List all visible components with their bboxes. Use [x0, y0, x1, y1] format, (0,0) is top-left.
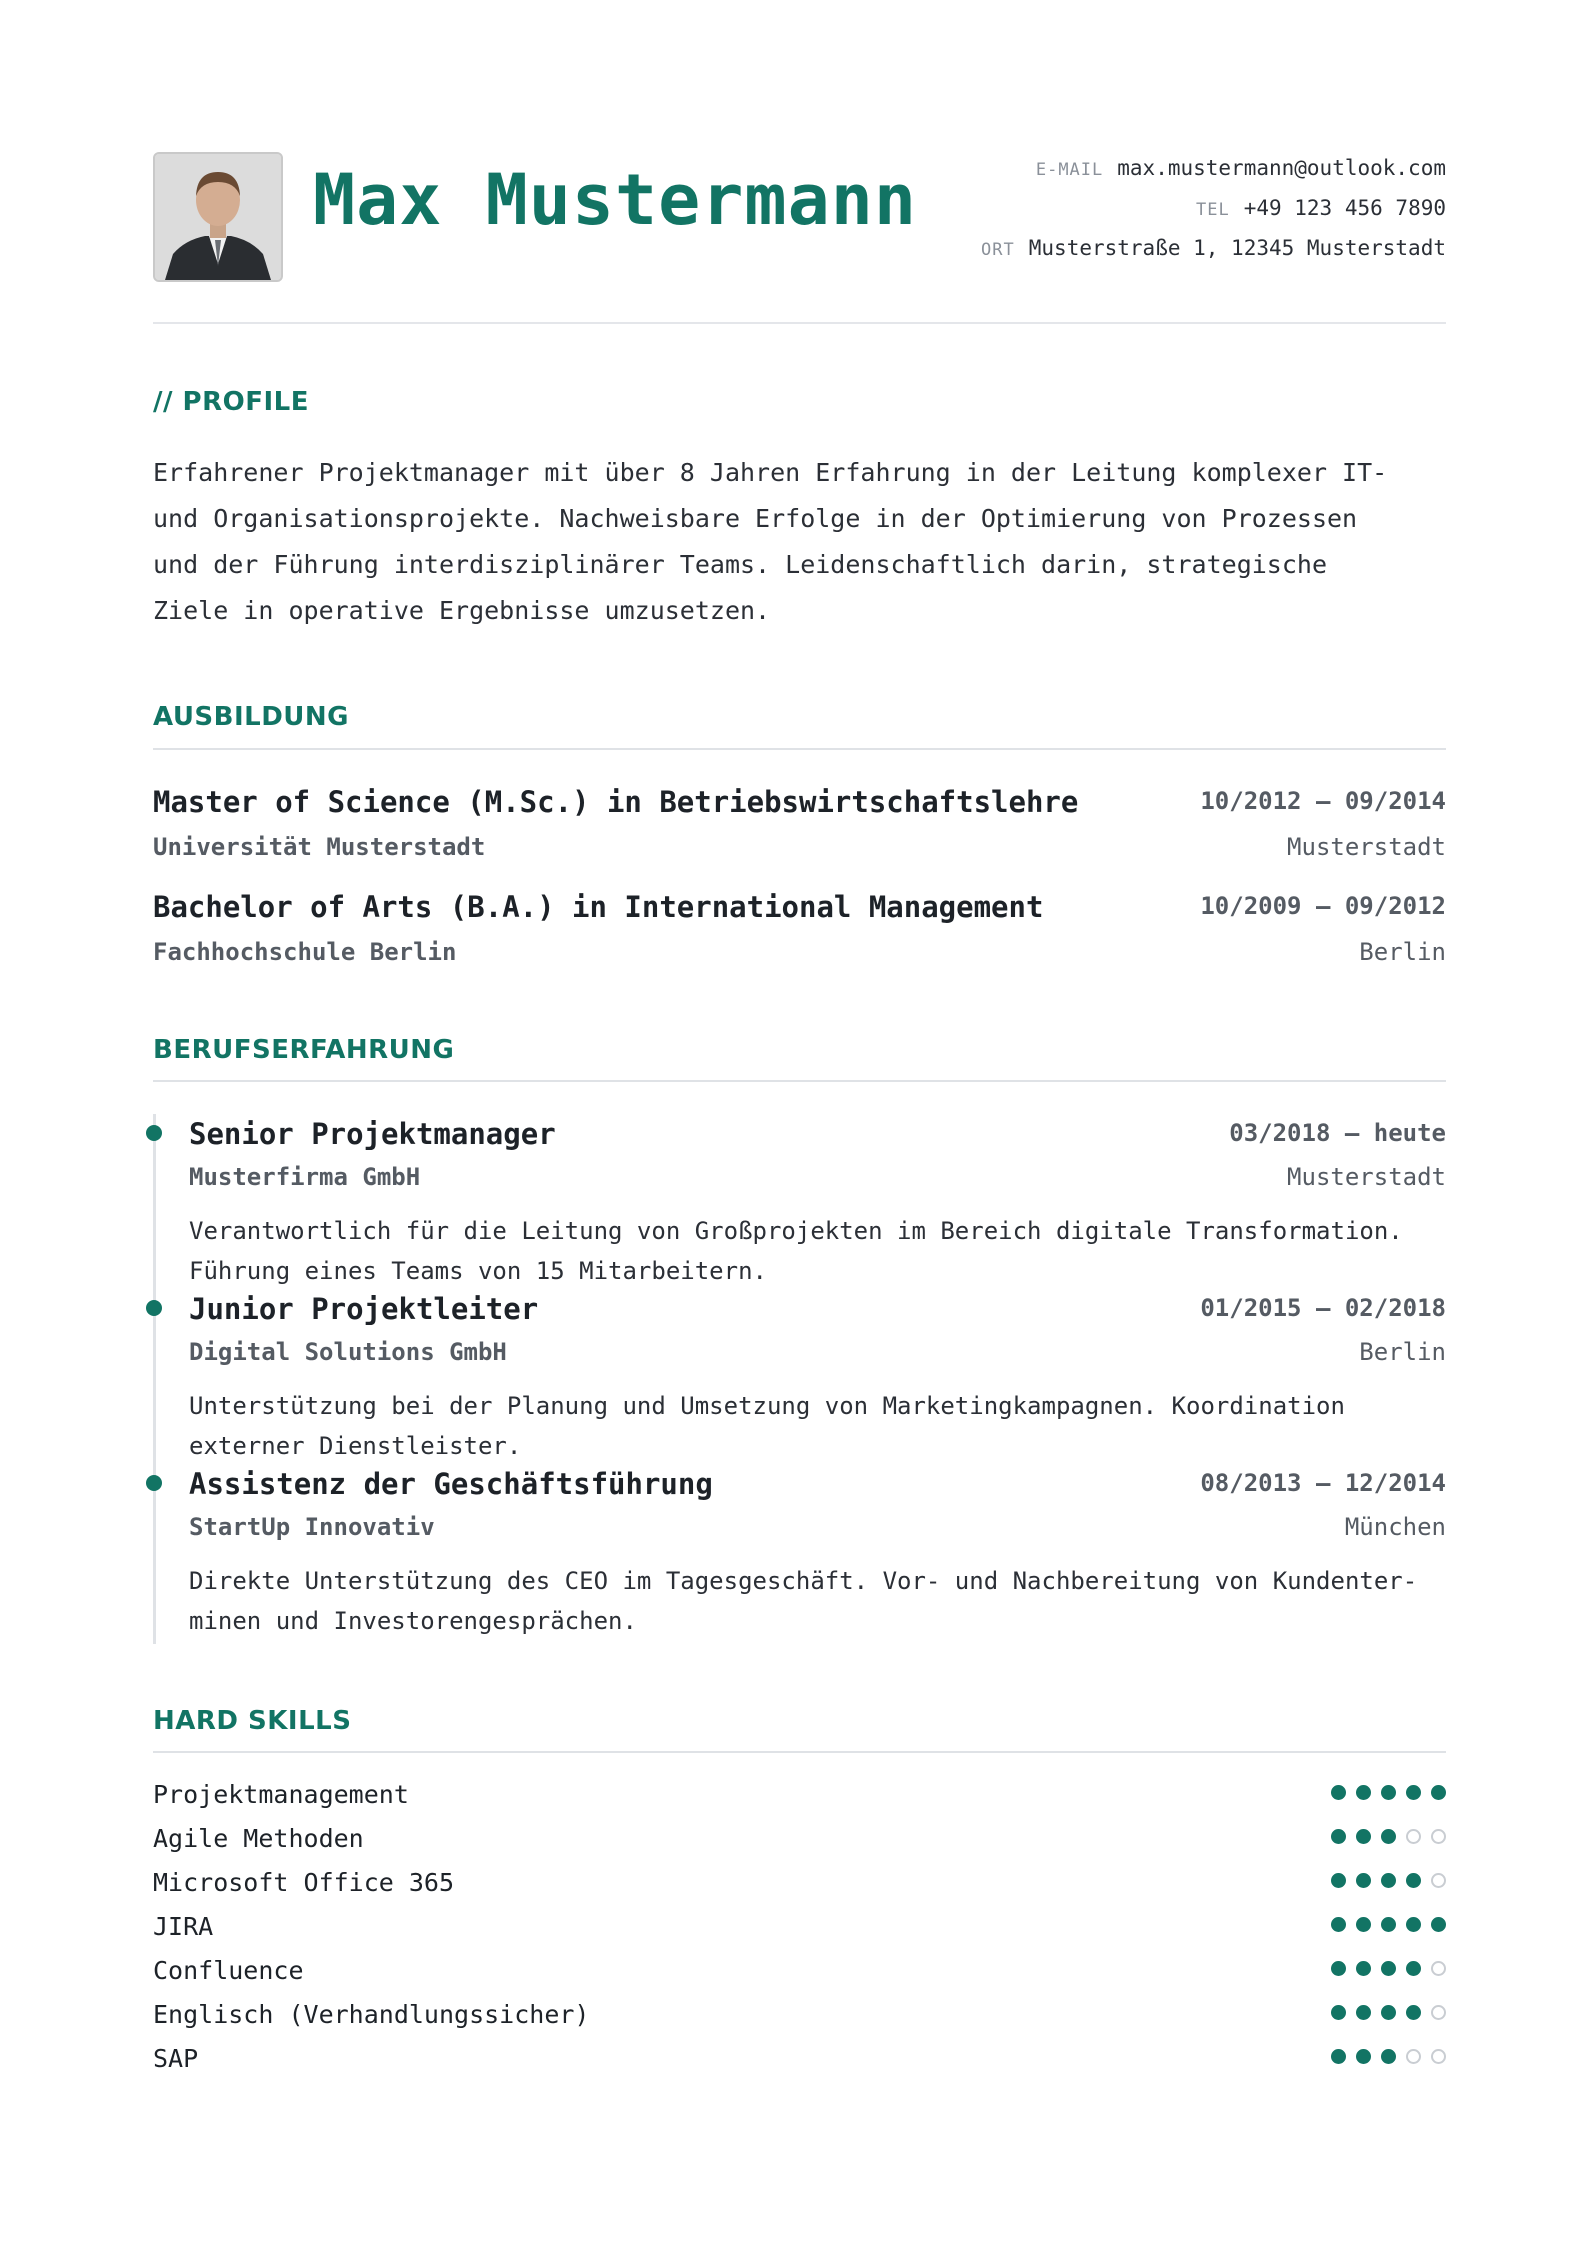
rating-dot-filled	[1331, 1785, 1346, 1800]
description-line: Führung eines Teams von 15 Mitarbeitern.	[189, 1257, 767, 1285]
description-line: Direkte Unterstützung des CEO im Tagesgeschäft. Vor- und Nachbereitung von Kundenter-	[189, 1567, 1418, 1595]
section-divider	[153, 1080, 1446, 1082]
description-line: Verantwortlich für die Leitung von Großprojekten im Bereich digitale Transformation.	[189, 1217, 1403, 1245]
job-dates: 08/2013 – 12/2014	[1200, 1469, 1446, 1497]
skill-row	[153, 2044, 1446, 2088]
contact-email	[981, 156, 1446, 196]
rating-dot-filled	[1381, 2049, 1396, 2064]
rating-dot-filled	[1381, 1961, 1396, 1976]
job-dates: 01/2015 – 02/2018	[1200, 1294, 1446, 1322]
rating-dot-filled	[1406, 2005, 1421, 2020]
resume-page	[153, 0, 1446, 2246]
rating-dot-filled	[1381, 1785, 1396, 1800]
rating-dot-filled	[1331, 2049, 1346, 2064]
rating-dot-empty	[1406, 2049, 1421, 2064]
profile-line: Ziele in operative Ergebnisse umzusetzen.	[153, 596, 771, 625]
skill-rating	[1321, 1917, 1446, 1932]
rating-dot-filled	[1356, 2005, 1371, 2020]
school-name: Universität Musterstadt	[153, 833, 486, 861]
rating-dot-empty	[1431, 2005, 1446, 2020]
profile-line: Erfahrener Projektmanager mit über 8 Jahren Erfahrung in der Leitung komplexer IT-	[153, 458, 1388, 487]
rating-dot-filled	[1331, 1829, 1346, 1844]
profile-photo	[153, 152, 283, 282]
education-dates: 10/2009 – 09/2012	[1200, 892, 1446, 920]
degree-title: Bachelor of Arts (B.A.) in International Management	[153, 890, 1044, 924]
section-title-skills: HARD SKILLS	[153, 1706, 352, 1736]
job-place: Musterstadt	[1287, 1163, 1446, 1191]
company-name: StartUp Innovativ	[189, 1513, 435, 1541]
skill-name: SAP	[153, 2044, 199, 2073]
rating-dot-filled	[1406, 1961, 1421, 1976]
rating-dot-empty	[1431, 1829, 1446, 1844]
rating-dot-filled	[1356, 1829, 1371, 1844]
rating-dot-filled	[1381, 2005, 1396, 2020]
skill-rating	[1321, 1873, 1446, 1888]
skill-rating	[1321, 1785, 1446, 1800]
description-line: minen und Investorengesprächen.	[189, 1607, 637, 1635]
skill-rating	[1321, 1961, 1446, 1976]
section-divider	[153, 748, 1446, 750]
section-title-education: AUSBILDUNG	[153, 702, 350, 732]
profile-text	[153, 450, 1446, 634]
contact-phone	[981, 196, 1446, 236]
skill-rating	[1321, 2049, 1446, 2064]
skill-row	[153, 2000, 1446, 2044]
timeline-dot	[146, 1125, 162, 1141]
school-name: Fachhochschule Berlin	[153, 938, 457, 966]
skill-rating	[1321, 2005, 1446, 2020]
section-title-experience: BERUFSERFAHRUNG	[153, 1035, 455, 1065]
job-description	[189, 1211, 1429, 1291]
applicant-name: Max Mustermann	[313, 159, 918, 241]
job-title: Junior Projektleiter	[189, 1292, 539, 1326]
rating-dot-filled	[1381, 1829, 1396, 1844]
education-place: Berlin	[1359, 938, 1446, 966]
job-title: Assistenz der Geschäftsführung	[189, 1467, 713, 1501]
section-title-profile: // PROFILE	[153, 387, 309, 417]
rating-dot-filled	[1406, 1873, 1421, 1888]
rating-dot-filled	[1331, 1961, 1346, 1976]
skill-row	[153, 1912, 1446, 1956]
rating-dot-filled	[1381, 1873, 1396, 1888]
skill-rating	[1321, 1829, 1446, 1844]
rating-dot-filled	[1431, 1917, 1446, 1932]
education-dates: 10/2012 – 09/2014	[1200, 787, 1446, 815]
rating-dot-filled	[1356, 1917, 1371, 1932]
job-place: München	[1344, 1513, 1446, 1541]
description-line: externer Dienstleister.	[189, 1432, 522, 1460]
timeline-dot	[146, 1475, 162, 1491]
rating-dot-filled	[1356, 1961, 1371, 1976]
education-place: Musterstadt	[1287, 833, 1446, 861]
contact-label: TEL	[1195, 200, 1230, 220]
profile-line: und Organisationsprojekte. Nachweisbare Erfolge in der Optimierung von Prozessen	[153, 504, 1358, 533]
rating-dot-filled	[1381, 1917, 1396, 1932]
rating-dot-empty	[1431, 1873, 1446, 1888]
rating-dot-empty	[1406, 1829, 1421, 1844]
rating-dot-empty	[1431, 1961, 1446, 1976]
rating-dot-filled	[1356, 1785, 1371, 1800]
contact-block	[981, 156, 1446, 276]
section-divider	[153, 1751, 1446, 1753]
contact-label: ORT	[981, 240, 1015, 260]
skill-name: Confluence	[153, 1956, 304, 1985]
skill-name: Agile Methoden	[153, 1824, 364, 1853]
rating-dot-filled	[1406, 1785, 1421, 1800]
address-value: Musterstraße 1, 12345 Musterstadt	[1028, 236, 1446, 260]
job-title: Senior Projektmanager	[189, 1117, 556, 1151]
description-line: Unterstützung bei der Planung und Umsetzung von Marketingkampagnen. Koordination	[189, 1392, 1345, 1420]
company-name: Musterfirma GmbH	[189, 1163, 421, 1191]
job-description	[189, 1561, 1429, 1641]
skill-row	[153, 1956, 1446, 2000]
rating-dot-filled	[1356, 2049, 1371, 2064]
rating-dot-filled	[1356, 1873, 1371, 1888]
education-item	[153, 890, 1446, 990]
experience-item	[153, 1292, 1446, 1467]
company-name: Digital Solutions GmbH	[189, 1338, 507, 1366]
degree-title: Master of Science (M.Sc.) in Betriebswirtschaftslehre	[153, 785, 1079, 819]
profile-line: und der Führung interdisziplinärer Teams. Leidenschaftlich darin, strategische	[153, 550, 1327, 579]
education-item	[153, 785, 1446, 885]
email-value[interactable]: max.mustermann@outlook.com	[1117, 156, 1446, 180]
skill-row	[153, 1824, 1446, 1868]
rating-dot-empty	[1431, 2049, 1446, 2064]
experience-item	[153, 1467, 1446, 1642]
job-description	[189, 1386, 1429, 1466]
skill-name: JIRA	[153, 1912, 214, 1941]
timeline-dot	[146, 1300, 162, 1316]
rating-dot-filled	[1406, 1917, 1421, 1932]
skill-name: Microsoft Office 365	[153, 1868, 455, 1897]
phone-value[interactable]: +49 123 456 7890	[1243, 196, 1446, 220]
job-dates: 03/2018 – heute	[1229, 1119, 1446, 1147]
experience-item	[153, 1117, 1446, 1292]
skill-row	[153, 1780, 1446, 1824]
rating-dot-filled	[1331, 2005, 1346, 2020]
header-divider	[153, 322, 1446, 324]
rating-dot-filled	[1331, 1873, 1346, 1888]
rating-dot-filled	[1431, 1785, 1446, 1800]
contact-label: E-MAIL	[1035, 160, 1104, 180]
skill-row	[153, 1868, 1446, 1912]
contact-address	[981, 236, 1446, 276]
skill-name: Projektmanagement	[153, 1780, 409, 1809]
resume-header	[153, 152, 1446, 322]
skill-name: Englisch (Verhandlungssicher)	[153, 2000, 590, 2029]
job-place: Berlin	[1359, 1338, 1446, 1366]
rating-dot-filled	[1331, 1917, 1346, 1932]
